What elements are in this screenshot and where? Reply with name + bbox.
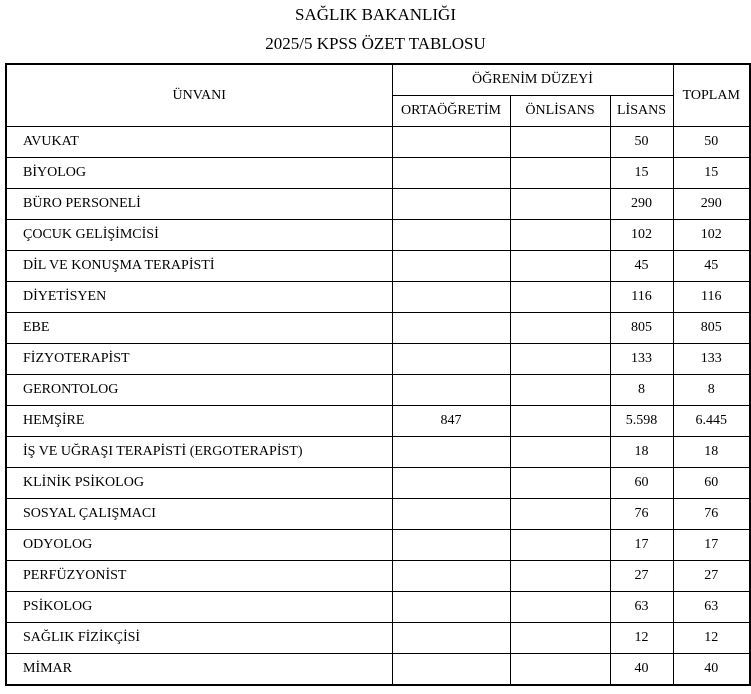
- cell-lisans: 290: [610, 189, 673, 220]
- header-toplam: TOPLAM: [673, 64, 750, 127]
- cell-ortaogretim: [392, 530, 510, 561]
- cell-onlisans: [510, 158, 610, 189]
- cell-toplam: 40: [673, 654, 750, 686]
- table-row: [6, 623, 750, 654]
- cell-lisans: 805: [610, 313, 673, 344]
- cell-lisans: 8: [610, 375, 673, 406]
- cell-toplam: 102: [673, 220, 750, 251]
- cell-lisans: 76: [610, 499, 673, 530]
- row-name: EBE: [6, 313, 392, 344]
- row-name: MİMAR: [6, 654, 392, 686]
- cell-ortaogretim: 847: [392, 406, 510, 437]
- cell-onlisans: [510, 530, 610, 561]
- table-row: [6, 654, 750, 686]
- cell-toplam: 116: [673, 282, 750, 313]
- row-name: PSİKOLOG: [6, 592, 392, 623]
- cell-ortaogretim: [392, 313, 510, 344]
- cell-lisans: 45: [610, 251, 673, 282]
- table-body: [6, 127, 750, 686]
- cell-ortaogretim: [392, 623, 510, 654]
- cell-lisans: 63: [610, 592, 673, 623]
- cell-ortaogretim: [392, 189, 510, 220]
- cell-onlisans: [510, 313, 610, 344]
- row-name: ÇOCUK GELİŞİMCİSİ: [6, 220, 392, 251]
- cell-onlisans: [510, 251, 610, 282]
- cell-onlisans: [510, 468, 610, 499]
- table-row: [6, 592, 750, 623]
- row-name: HEMŞİRE: [6, 406, 392, 437]
- cell-ortaogretim: [392, 468, 510, 499]
- row-name: KLİNİK PSİKOLOG: [6, 468, 392, 499]
- row-name: İŞ VE UĞRAŞI TERAPİSTİ (ERGOTERAPİST): [6, 437, 392, 468]
- cell-onlisans: [510, 654, 610, 686]
- cell-lisans: 60: [610, 468, 673, 499]
- table-row: [6, 158, 750, 189]
- table-row: [6, 468, 750, 499]
- cell-ortaogretim: [392, 592, 510, 623]
- cell-toplam: 8: [673, 375, 750, 406]
- cell-onlisans: [510, 592, 610, 623]
- table-row: [6, 220, 750, 251]
- cell-toplam: 6.445: [673, 406, 750, 437]
- cell-lisans: 40: [610, 654, 673, 686]
- page-subtitle: 2025/5 KPSS ÖZET TABLOSU: [265, 34, 486, 53]
- header-onlisans: ÖNLİSANS: [510, 96, 610, 127]
- row-name: DİL VE KONUŞMA TERAPİSTİ: [6, 251, 392, 282]
- cell-toplam: 17: [673, 530, 750, 561]
- cell-toplam: 133: [673, 344, 750, 375]
- table-row: [6, 189, 750, 220]
- cell-ortaogretim: [392, 654, 510, 686]
- cell-ortaogretim: [392, 251, 510, 282]
- header-lisans: LİSANS: [610, 96, 673, 127]
- header-unvani: ÜNVANI: [6, 64, 392, 127]
- row-name: DİYETİSYEN: [6, 282, 392, 313]
- table-row: [6, 561, 750, 592]
- cell-toplam: 15: [673, 158, 750, 189]
- table-row: [6, 251, 750, 282]
- cell-toplam: 290: [673, 189, 750, 220]
- table-row: [6, 530, 750, 561]
- table-row: [6, 344, 750, 375]
- cell-toplam: 45: [673, 251, 750, 282]
- cell-ortaogretim: [392, 282, 510, 313]
- cell-lisans: 50: [610, 127, 673, 158]
- cell-toplam: 18: [673, 437, 750, 468]
- cell-onlisans: [510, 499, 610, 530]
- row-name: BÜRO PERSONELİ: [6, 189, 392, 220]
- cell-ortaogretim: [392, 344, 510, 375]
- row-name: SAĞLIK FİZİKÇİSİ: [6, 623, 392, 654]
- cell-ortaogretim: [392, 561, 510, 592]
- table-row: [6, 437, 750, 468]
- cell-ortaogretim: [392, 220, 510, 251]
- cell-onlisans: [510, 220, 610, 251]
- row-name: PERFÜZYONİST: [6, 561, 392, 592]
- cell-onlisans: [510, 623, 610, 654]
- cell-lisans: 5.598: [610, 406, 673, 437]
- cell-lisans: 12: [610, 623, 673, 654]
- table-row: [6, 282, 750, 313]
- summary-table: [5, 63, 751, 686]
- cell-ortaogretim: [392, 499, 510, 530]
- page-title: SAĞLIK BAKANLIĞI: [294, 5, 456, 24]
- row-name: SOSYAL ÇALIŞMACI: [6, 499, 392, 530]
- cell-toplam: 50: [673, 127, 750, 158]
- table-row: [6, 127, 750, 158]
- cell-ortaogretim: [392, 437, 510, 468]
- cell-toplam: 12: [673, 623, 750, 654]
- cell-ortaogretim: [392, 375, 510, 406]
- row-name: FİZYOTERAPİST: [6, 344, 392, 375]
- table-row: [6, 499, 750, 530]
- cell-ortaogretim: [392, 158, 510, 189]
- cell-toplam: 60: [673, 468, 750, 499]
- row-name: GERONTOLOG: [6, 375, 392, 406]
- cell-lisans: 27: [610, 561, 673, 592]
- cell-toplam: 805: [673, 313, 750, 344]
- cell-lisans: 102: [610, 220, 673, 251]
- cell-onlisans: [510, 127, 610, 158]
- cell-toplam: 27: [673, 561, 750, 592]
- cell-lisans: 133: [610, 344, 673, 375]
- cell-lisans: 116: [610, 282, 673, 313]
- cell-onlisans: [510, 189, 610, 220]
- cell-onlisans: [510, 437, 610, 468]
- header-ogrenim-duzeyi: ÖĞRENİM DÜZEYİ: [392, 64, 673, 96]
- header-ortaogretim: ORTAÖĞRETİM: [392, 96, 510, 127]
- row-name: AVUKAT: [6, 127, 392, 158]
- cell-lisans: 18: [610, 437, 673, 468]
- cell-lisans: 17: [610, 530, 673, 561]
- row-name: ODYOLOG: [6, 530, 392, 561]
- table-row: [6, 375, 750, 406]
- cell-ortaogretim: [392, 127, 510, 158]
- cell-onlisans: [510, 561, 610, 592]
- table-row: [6, 406, 750, 437]
- cell-onlisans: [510, 282, 610, 313]
- cell-onlisans: [510, 375, 610, 406]
- cell-toplam: 63: [673, 592, 750, 623]
- row-name: BİYOLOG: [6, 158, 392, 189]
- cell-toplam: 76: [673, 499, 750, 530]
- cell-onlisans: [510, 406, 610, 437]
- table-row: [6, 313, 750, 344]
- cell-lisans: 15: [610, 158, 673, 189]
- cell-onlisans: [510, 344, 610, 375]
